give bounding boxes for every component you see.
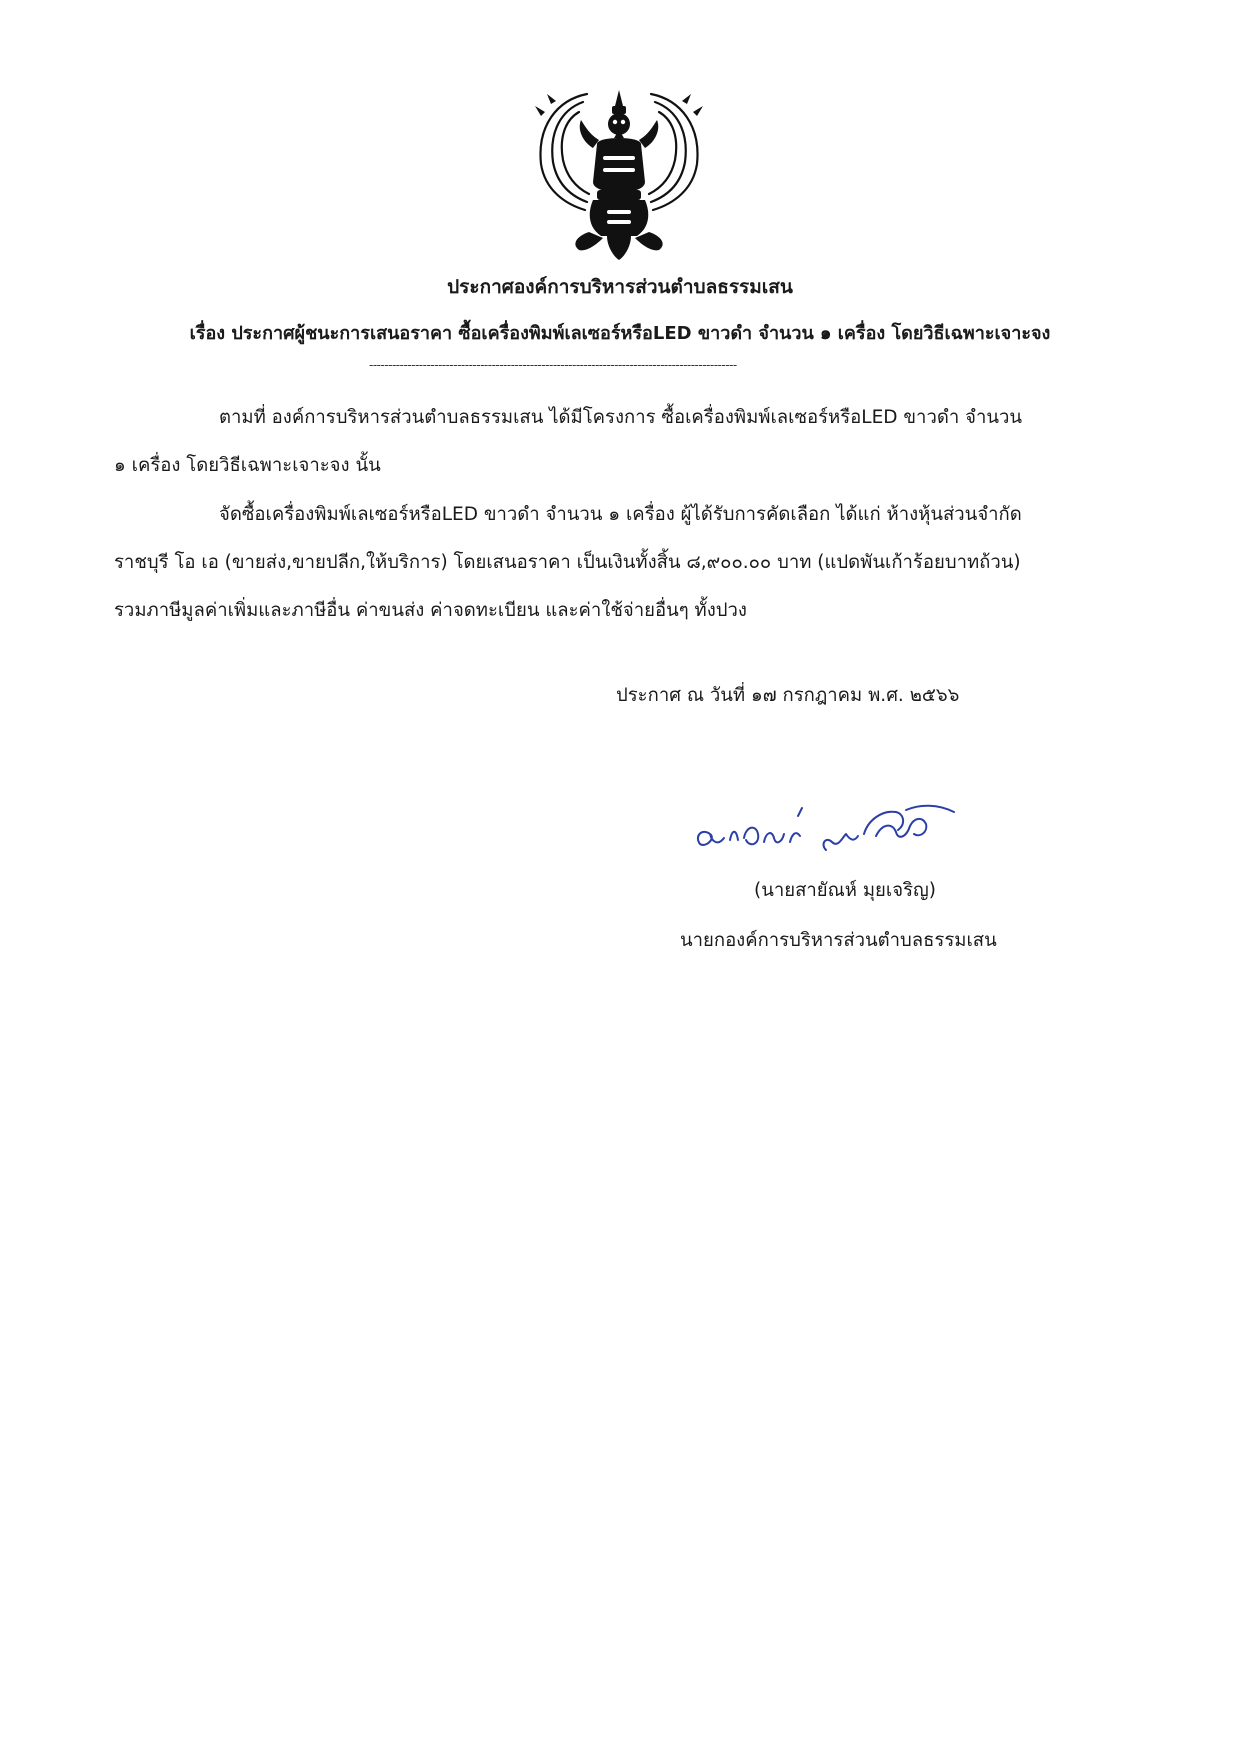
signature-icon xyxy=(692,790,972,858)
announcement-subject: เรื่อง ประกาศผู้ชนะการเสนอราคา ซื้อเครื่องพิมพ์เลเซอร์หรือLED ขาวดำ จำนวน ๑ เครื่อง โดยวิธีเฉพาะเจาะจง xyxy=(189,323,1051,344)
paragraph-2-line-2: ราชบุรี โอ เอ (ขายส่ง,ขายปลีก,ให้บริการ) โดยเสนอราคา เป็นเงินทั้งสิ้น ๘,๙๐๐.๐๐ บาท (แปดพันเก้าร้อยบาทถ้วน) xyxy=(114,552,1021,573)
signatory-name: (นายสายัณห์ มุยเจริญ) xyxy=(754,880,936,901)
garuda-emblem-icon xyxy=(527,86,711,262)
signatory-title: นายกองค์การบริหารส่วนตำบลธรรมเสน xyxy=(680,930,997,951)
paragraph-1-line-2: ๑ เครื่อง โดยวิธีเฉพาะเจาะจง นั้น xyxy=(114,455,381,476)
announcement-date: ประกาศ ณ วันที่ ๑๗ กรกฎาคม พ.ศ. ๒๕๖๖ xyxy=(616,685,960,706)
announcement-issuer: ประกาศองค์การบริหารส่วนตำบลธรรมเสน xyxy=(447,276,793,298)
paragraph-1-line-1: ตามที่ องค์การบริหารส่วนตำบลธรรมเสน ได้มีโครงการ ซื้อเครื่องพิมพ์เลเซอร์หรือLED ขาวดำ จำนวน xyxy=(219,407,1023,428)
paragraph-2-line-1: จัดซื้อเครื่องพิมพ์เลเซอร์หรือLED ขาวดำ จำนวน ๑ เครื่อง ผู้ได้รับการคัดเลือก ได้แก่ ห้างหุ้นส่วนจำกัด xyxy=(219,504,1022,525)
divider-line: ------------------------------------------------------------------------------------------------ xyxy=(369,358,737,372)
paragraph-2-line-3: รวมภาษีมูลค่าเพิ่มและภาษีอื่น ค่าขนส่ง ค่าจดทะเบียน และค่าใช้จ่ายอื่นๆ ทั้งปวง xyxy=(114,600,747,621)
